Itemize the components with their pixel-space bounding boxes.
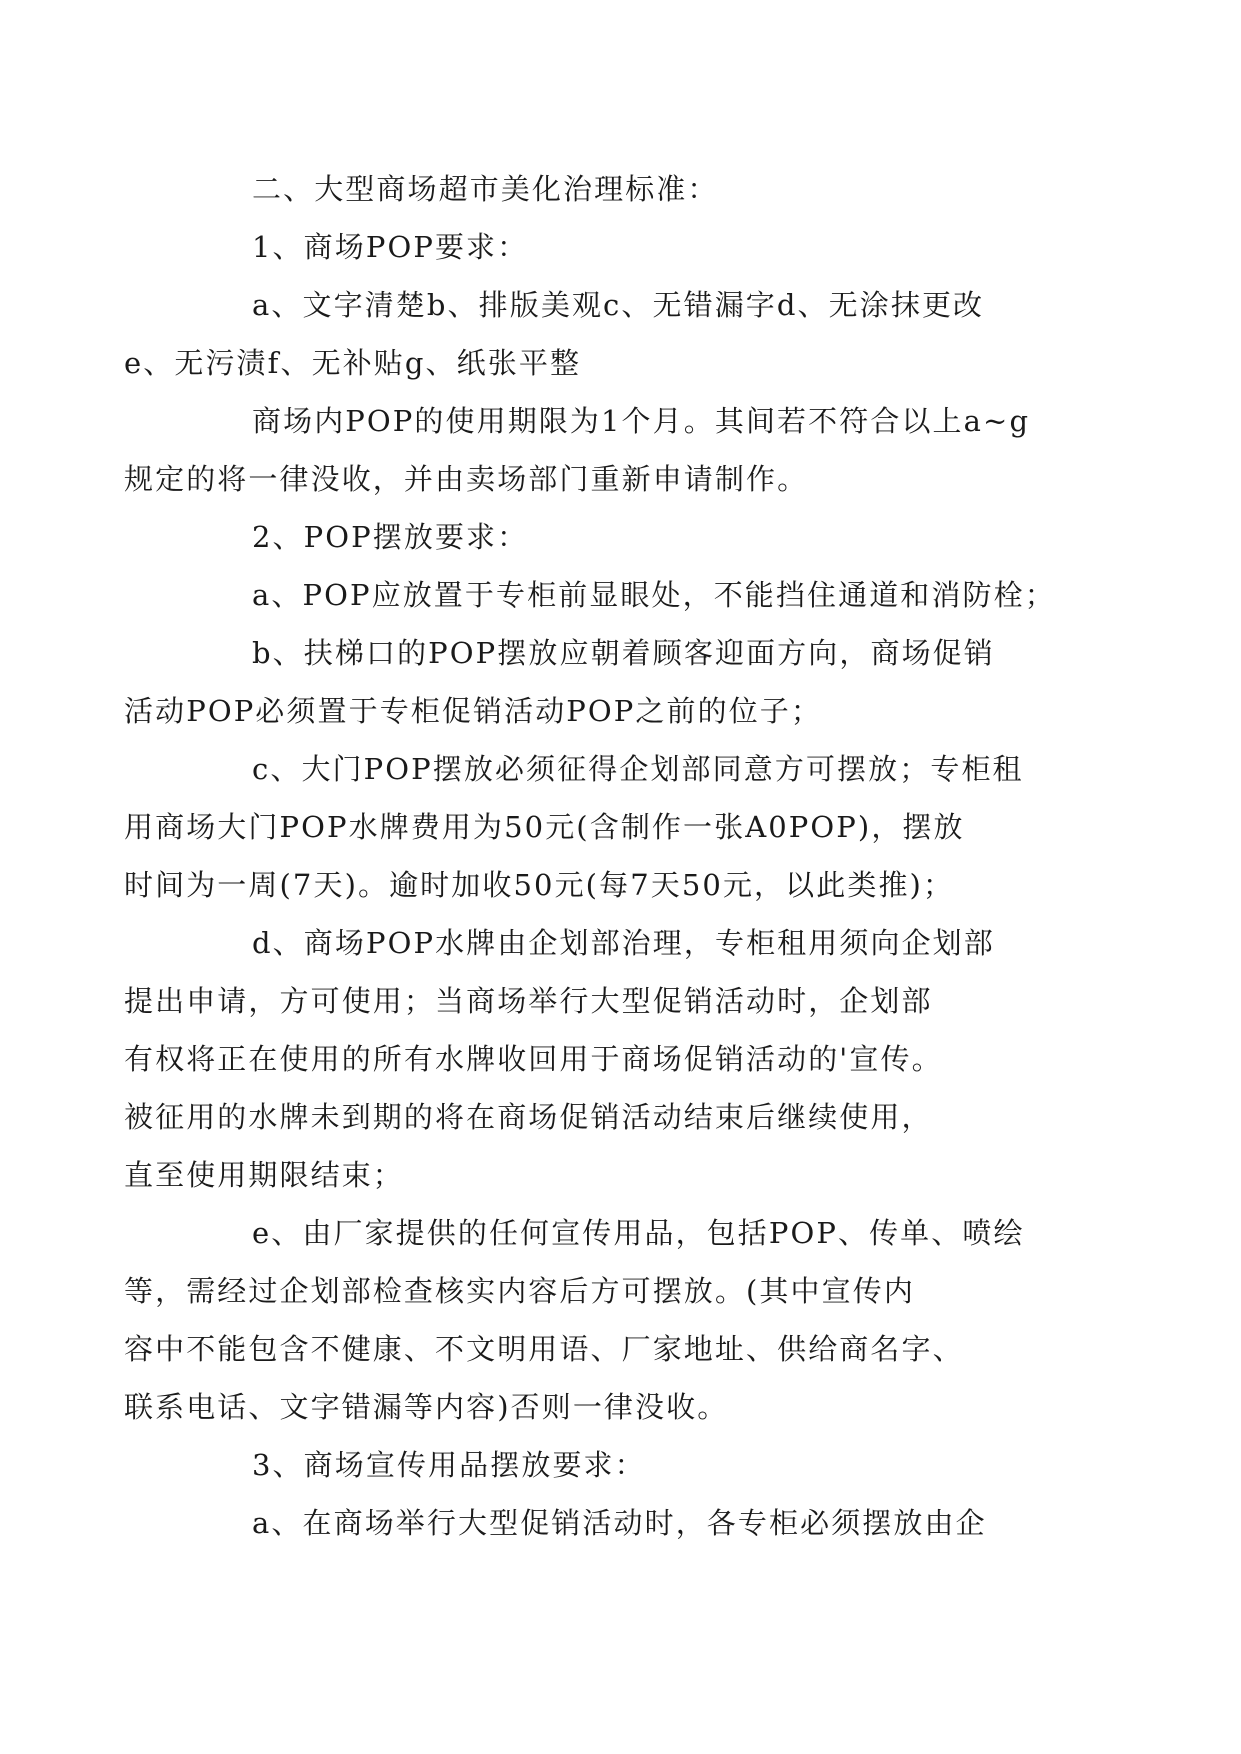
text-line: 3、商场宣传用品摆放要求： (252, 1448, 646, 1482)
text-line: 等，需经过企划部检查核实内容后方可摆放。(其中宣传内 (124, 1274, 915, 1308)
paragraph (188, 566, 1056, 624)
paragraph (124, 1204, 1048, 1436)
paragraph (124, 914, 1048, 1204)
text-line: 规定的将一律没收，并由卖场部门重新申请制作。 (124, 462, 809, 496)
text-line: 时间为一周(7天)。逾时加收50元(每7天50元，以此类推)； (124, 868, 955, 902)
paragraph (124, 740, 1048, 914)
document-body (124, 160, 1056, 1552)
text-line: a、POP应放置于专柜前显眼处，不能挡住通道和消防栓； (252, 578, 1056, 612)
text-line: 1、商场POP要求： (252, 230, 529, 264)
text-line: 直至使用期限结束； (124, 1158, 404, 1192)
text-line: 用商场大门POP水牌费用为50元(含制作一张A0POP)，摆放 (124, 810, 965, 844)
text-line: 商场内POP的使用期限为1个月。其间若不符合以上a~g (252, 404, 1031, 438)
text-line: a、文字清楚b、排版美观c、无错漏字d、无涂抹更改 (252, 288, 985, 322)
subsection-heading (188, 1436, 1048, 1494)
paragraph (124, 392, 1048, 508)
text-line: e、由厂家提供的任何宣传用品，包括POP、传单、喷绘 (252, 1216, 1025, 1250)
text-line: 联系电话、文字错漏等内容)否则一律没收。 (124, 1390, 729, 1424)
text-line: e、无污渍f、无补贴g、纸张平整 (124, 346, 582, 380)
text-line: 被征用的水牌未到期的将在商场促销活动结束后继续使用， (124, 1100, 933, 1134)
text-line: 2、POP摆放要求： (252, 520, 529, 554)
text-line: c、大门POP摆放必须征得企划部同意方可摆放；专柜租 (252, 752, 1024, 786)
text-line: 活动POP必须置于专柜促销活动POP之前的位子； (124, 694, 823, 728)
section-heading (188, 160, 1048, 218)
paragraph (124, 276, 1048, 392)
subsection-heading (188, 218, 1048, 276)
text-line: d、商场POP水牌由企划部治理，专柜租用须向企划部 (252, 926, 995, 960)
text-line: 二、大型商场超市美化治理标准： (252, 172, 719, 206)
paragraph (124, 624, 1048, 740)
subsection-heading (188, 508, 1048, 566)
paragraph (188, 1494, 1048, 1552)
text-line: a、在商场举行大型促销活动时，各专柜必须摆放由企 (252, 1506, 987, 1540)
text-line: 有权将正在使用的所有水牌收回用于商场促销活动的'宣传。 (124, 1042, 943, 1076)
text-line: 提出申请，方可使用；当商场举行大型促销活动时，企划部 (124, 984, 933, 1018)
text-line: b、扶梯口的POP摆放应朝着顾客迎面方向，商场促销 (252, 636, 995, 670)
text-line: 容中不能包含不健康、不文明用语、厂家地址、供给商名字、 (124, 1332, 964, 1366)
